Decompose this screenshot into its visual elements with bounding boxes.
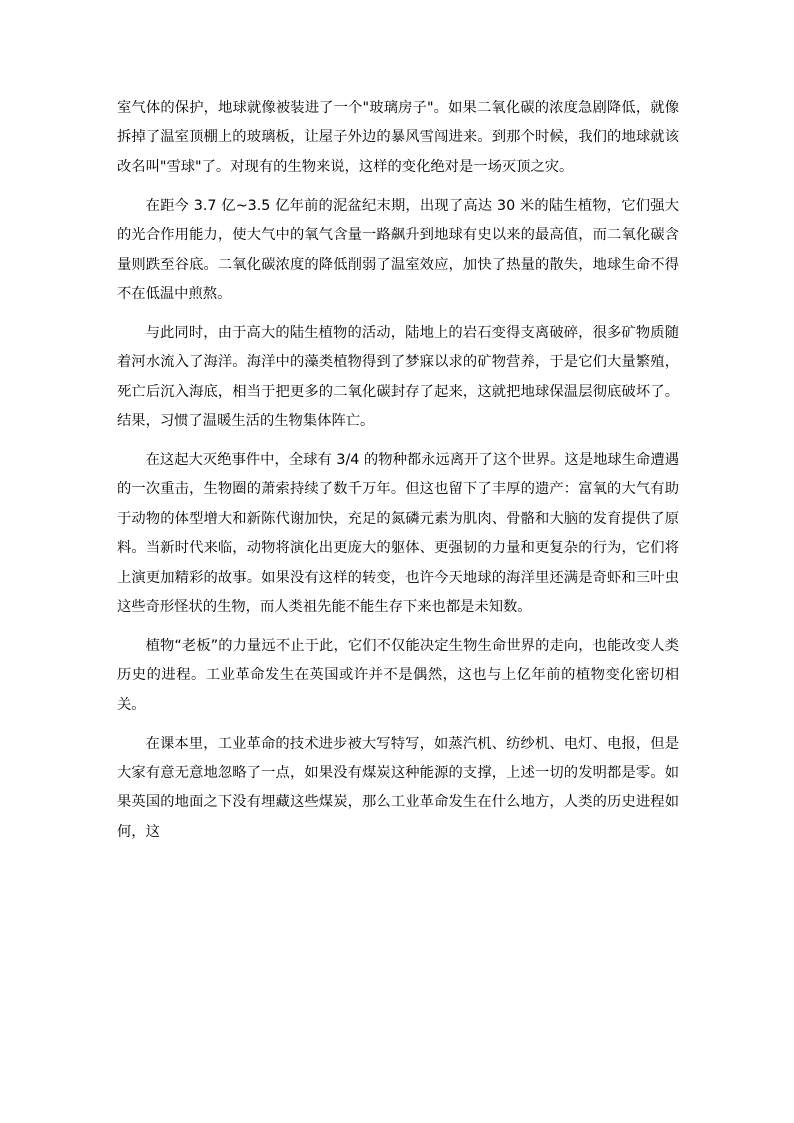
paragraph-extinction: 在这起大灭绝事件中，全球有 3/4 的物种都永远离开了这个世界。这是地球生命遭遇的一次重击，生物圈的萧索持续了数千万年。但这也留下了丰厚的遗产：富氧的大气有助于动物的体型增大和新陈代谢加快，充足的氮磷元素为肌肉、骨骼和大脑的发育提供了原料。当新时代来临，动物将演化出更庞大的躯体、更强韧的力量和更复杂的行为，它们将上演更加精彩的故事。如果没有这样的转变，也许今天地球的海洋里还满是奇虾和三叶虫这些奇形怪状的生物，而人类祖先能不能生存下来也都是未知数。 <box>117 451 679 615</box>
paragraph-industrial-revolution: 在课本里，工业革命的技术进步被大写特写，如蒸汽机、纺纱机、电灯、电报，但是大家有意无意地忽略了一点，如果没有煤炭这种能源的支撑，上述一切的发明都是零。如果英国的地面之下没有埋藏这些煤炭，那么工业革命发生在什么地方，人类的历史进程如何，这 <box>117 735 679 840</box>
paragraph-plant-boss: 植物“老板”的力量远不止于此，它们不仅能决定生物生命世界的走向，也能改变人类历史的进程。工业革命发生在英国或许并不是偶然，这也与上亿年前的植物变化密切相关。 <box>117 637 679 713</box>
paragraph-devonian: 在距今 3.7 亿~3.5 亿年前的泥盆纪末期，出现了高达 30 米的陆生植物，它们强大的光合作用能力，使大气中的氧气含量一路飙升到地球有史以来的最高值，而二氧化碳含量则跌至谷底。二氧化碳浓度的降低削弱了温室效应，加快了热量的散失，地球生命不得不在低温中煎熬。 <box>117 197 679 302</box>
paragraph-ocean-algae: 与此同时，由于高大的陆生植物的活动，陆地上的岩石变得支离破碎，很多矿物质随着河水流入了海洋。海洋中的藻类植物得到了梦寐以求的矿物营养，于是它们大量繁殖，死亡后沉入海底，相当于把更多的二氧化碳封存了起来，这就把地球保温层彻底破坏了。结果，习惯了温暖生活的生物集体阵亡。 <box>117 324 679 430</box>
document-body <box>117 94 679 857</box>
paragraph-continued: 室气体的保护，地球就像被装进了一个"玻璃房子"。如果二氧化碳的浓度急剧降低，就像拆掉了温室顶棚上的玻璃板，让屋子外边的暴风雪闯进来。到那个时候，我们的地球就该改名叫"雪球"了。对现有的生物来说，这样的变化绝对是一场灭顶之灾。 <box>117 100 679 175</box>
